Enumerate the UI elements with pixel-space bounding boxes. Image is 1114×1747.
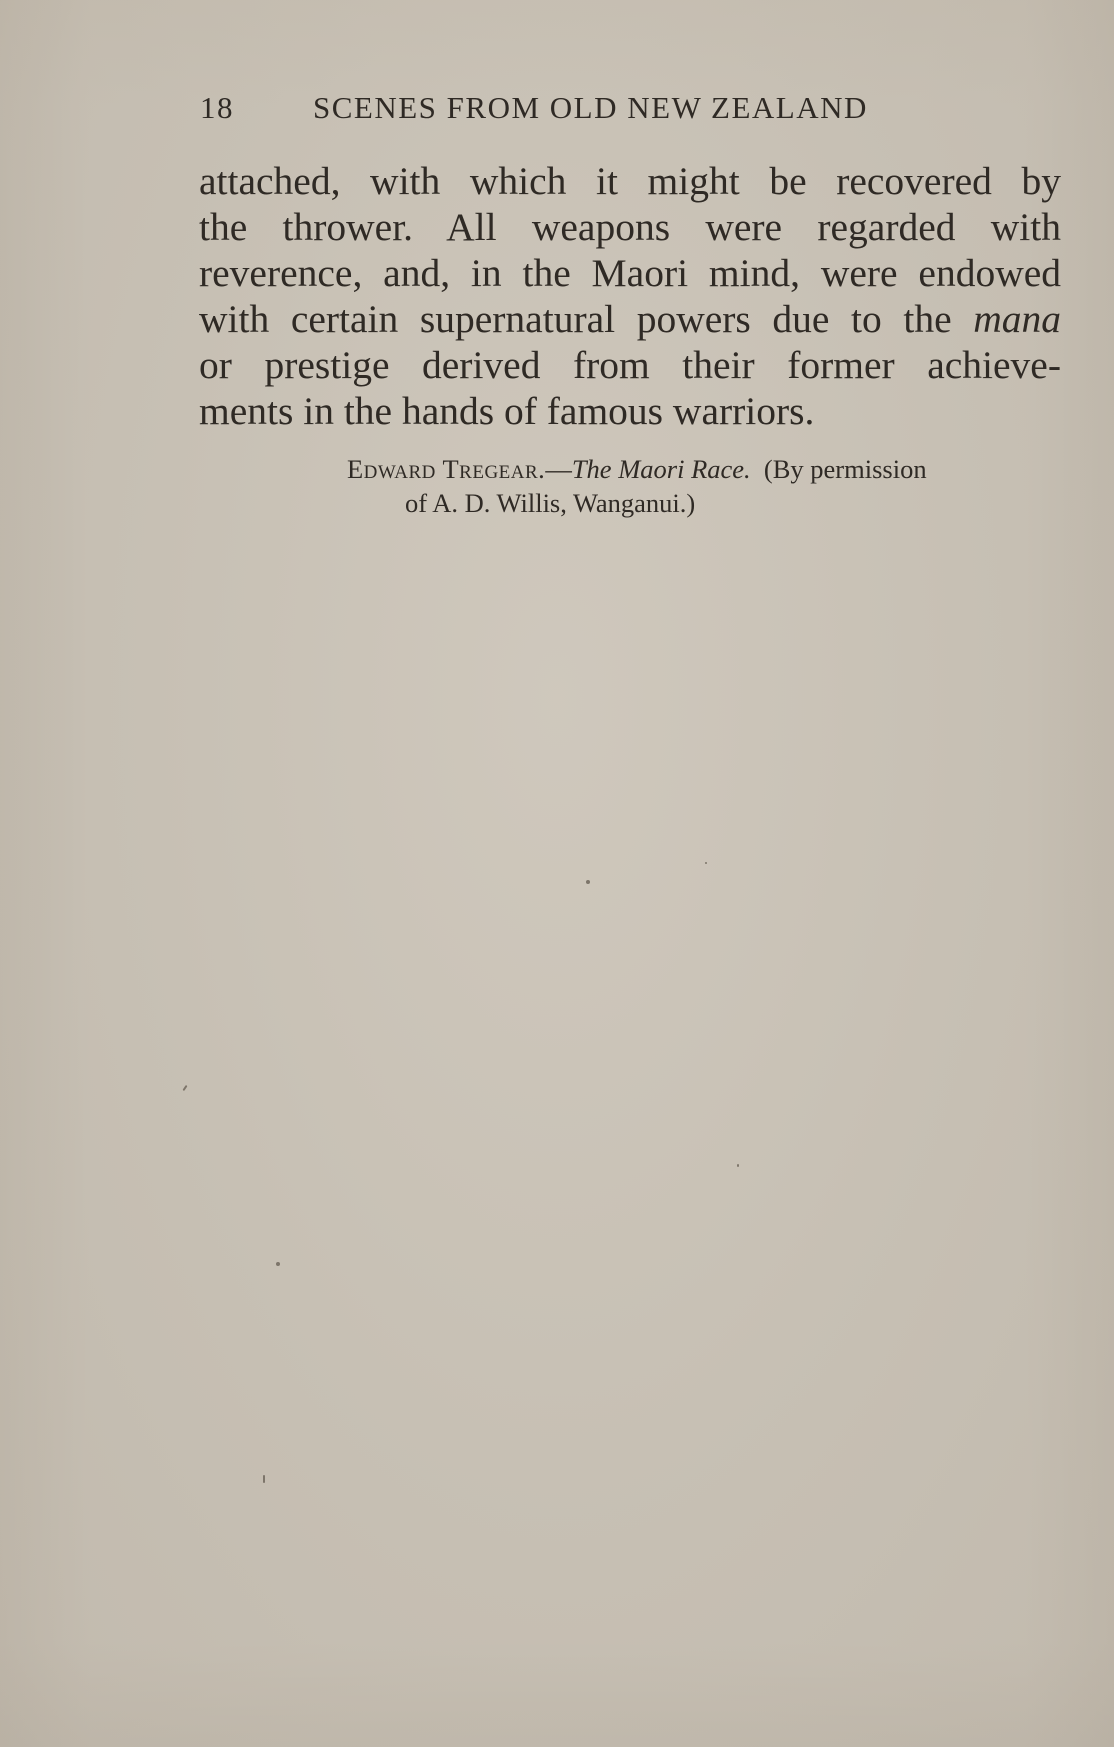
body-line: attached, with which it might be recovered by [199, 159, 1061, 203]
citation-dash: — [545, 454, 572, 484]
body-line: reverence, and, in the Maori mind, were endowed [199, 251, 1061, 295]
running-title: SCENES FROM OLD NEW ZEALAND [313, 90, 868, 125]
paper-speck [182, 1085, 187, 1091]
page-number: 18 [200, 90, 234, 125]
citation-permission-end: of A. D. Willis, Wanganui.) [405, 488, 696, 518]
italic-word: mana [973, 297, 1061, 341]
running-head [200, 88, 960, 128]
citation-author: Edward Tregear. [347, 454, 546, 484]
body-paragraph [199, 158, 1061, 434]
citation-permission-start: (By permission [750, 454, 927, 484]
paper-speck [737, 1164, 739, 1167]
body-line: ments in the hands of famous warriors. [199, 389, 815, 433]
body-line-text: with certain supernatural powers due to the [199, 297, 974, 341]
paper-speck [586, 880, 590, 884]
paper-speck [263, 1475, 265, 1483]
citation-work-title: The Maori Race. [571, 454, 751, 484]
paper-speck [276, 1262, 280, 1266]
body-line: or prestige derived from their former achieve- [199, 343, 1061, 387]
paper-speck [705, 862, 707, 864]
body-line: the thrower. All weapons were regarded with [199, 205, 1061, 249]
body-line-with-italic [199, 296, 1061, 342]
citation [347, 452, 1047, 520]
